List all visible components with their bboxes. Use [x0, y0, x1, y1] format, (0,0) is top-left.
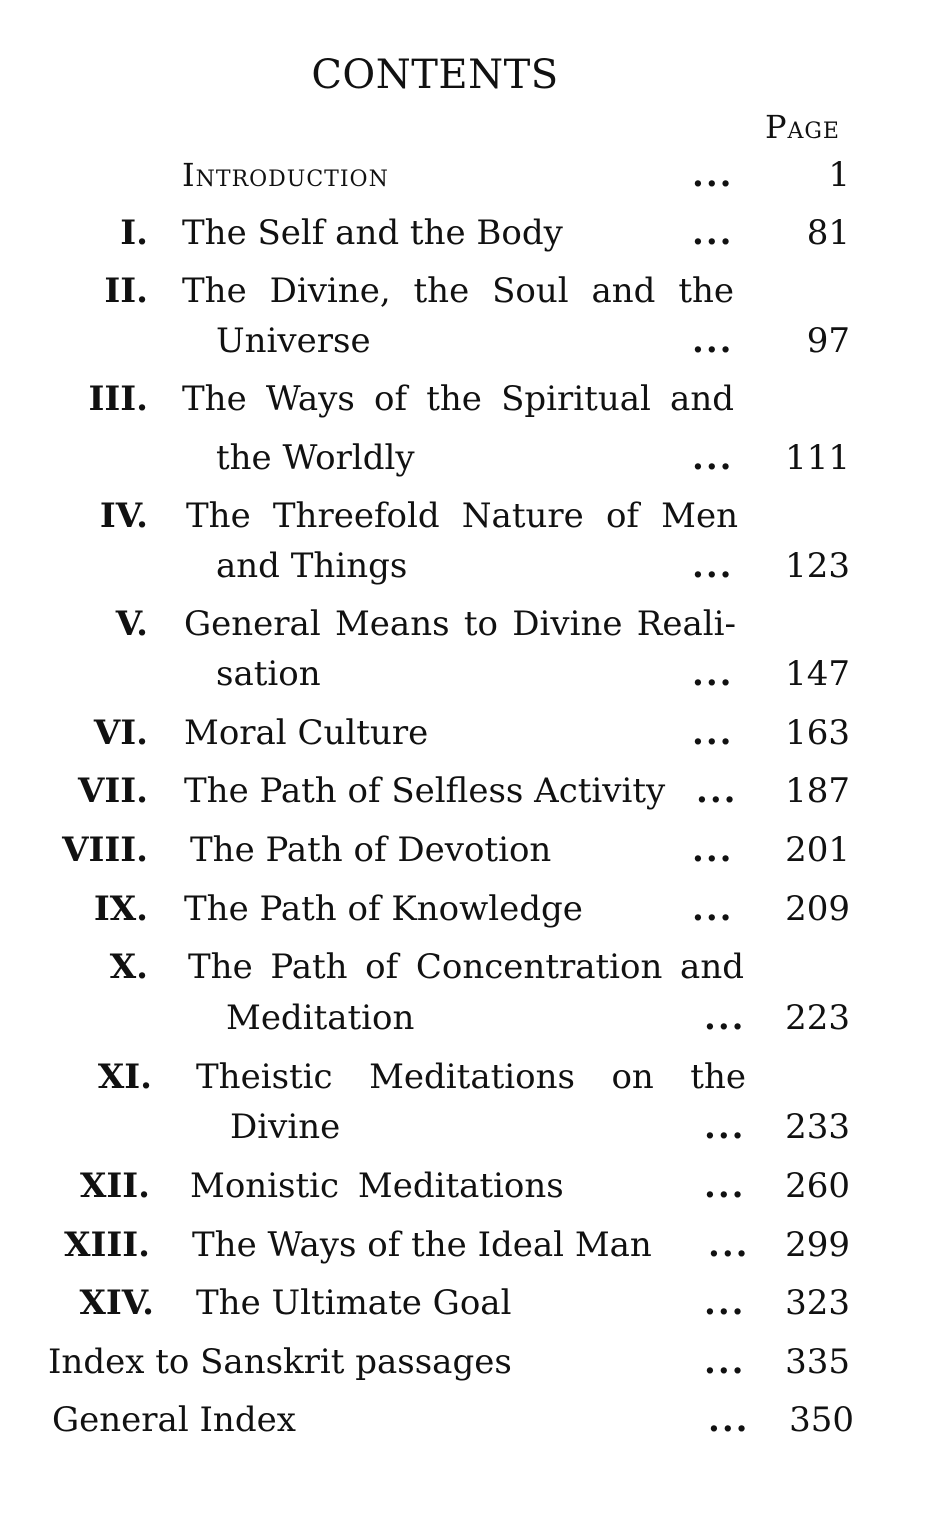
- page-column-heading: Page: [764, 108, 840, 146]
- chapter-number: VII.: [77, 771, 148, 811]
- page-number: 233: [785, 1107, 850, 1147]
- page-number: 260: [785, 1166, 850, 1206]
- chapter-number: IV.: [99, 496, 148, 536]
- chapter-number: VIII.: [62, 830, 148, 870]
- toc-entry-chapter-2-cont[interactable]: [0, 316, 928, 366]
- chapter-number: X.: [109, 947, 148, 987]
- entry-title-line-1: The Ways of the Spiritual and: [182, 379, 734, 419]
- toc-entry-chapter-5[interactable]: [0, 599, 928, 649]
- page-number: 163: [785, 713, 850, 753]
- entry-title-line-2: Meditation: [226, 998, 415, 1038]
- page-number: 299: [785, 1225, 850, 1265]
- page-number: 209: [785, 889, 850, 929]
- toc-entry-chapter-14[interactable]: [0, 1278, 928, 1328]
- entry-title: Introduction: [182, 156, 389, 194]
- toc-entry-chapter-1[interactable]: [0, 208, 928, 258]
- page-number: 323: [785, 1283, 850, 1323]
- dot-leader: ...: [696, 771, 738, 811]
- entry-title-line-2: Divine: [230, 1107, 341, 1147]
- dot-leader: ...: [692, 654, 734, 694]
- entry-title: The Path of Devotion: [190, 830, 552, 870]
- toc-entry-chapter-7[interactable]: [0, 766, 928, 816]
- chapter-number: V.: [115, 604, 148, 644]
- toc-entry-chapter-11[interactable]: [0, 1052, 928, 1102]
- page-number: 123: [785, 546, 850, 586]
- chapter-number: VI.: [93, 713, 148, 753]
- toc-entry-introduction[interactable]: [0, 150, 928, 200]
- entry-title: General Index: [52, 1400, 296, 1440]
- chapter-number: XII.: [79, 1166, 150, 1206]
- dot-leader: ...: [692, 438, 734, 478]
- page-number: 1: [828, 155, 850, 195]
- entry-title: The Ways of the Ideal Man: [192, 1225, 652, 1265]
- entry-title: The Path of Selfless Activity: [184, 771, 666, 811]
- toc-entry-sanskrit-index[interactable]: [0, 1337, 928, 1387]
- dot-leader: ...: [708, 1400, 750, 1440]
- entry-title-line-1: The Path of Concentration and: [188, 947, 744, 987]
- dot-leader: ...: [692, 213, 734, 253]
- page-title: CONTENTS: [311, 52, 559, 98]
- entry-title-line-2: the Worldly: [216, 438, 415, 478]
- entry-title: The Self and the Body: [182, 213, 563, 253]
- toc-entry-chapter-4[interactable]: [0, 491, 928, 541]
- toc-entry-chapter-2[interactable]: [0, 266, 928, 316]
- dot-leader: ...: [692, 889, 734, 929]
- toc-entry-chapter-3-cont[interactable]: [0, 433, 928, 483]
- toc-entry-chapter-8[interactable]: [0, 825, 928, 875]
- dot-leader: ...: [704, 1283, 746, 1323]
- toc-entry-chapter-9[interactable]: [0, 884, 928, 934]
- page-number: 97: [806, 321, 850, 361]
- page-number: 223: [785, 998, 850, 1038]
- page-number: 187: [785, 771, 850, 811]
- entry-title-line-2: and Things: [216, 546, 408, 586]
- page-number: 111: [785, 438, 850, 478]
- toc-entry-chapter-6[interactable]: [0, 708, 928, 758]
- dot-leader: ...: [708, 1225, 750, 1265]
- page-number: 201: [785, 830, 850, 870]
- entry-title-line-1: The Threefold Nature of Men: [186, 496, 738, 536]
- toc-entry-chapter-12[interactable]: [0, 1161, 928, 1211]
- chapter-number: III.: [88, 379, 148, 419]
- dot-leader: ...: [692, 321, 734, 361]
- page-number: 81: [806, 213, 850, 253]
- entry-title: Index to Sanskrit passages: [48, 1342, 512, 1382]
- toc-entry-chapter-11-cont[interactable]: [0, 1102, 928, 1152]
- page-number: 147: [785, 654, 850, 694]
- entry-title: Moral Culture: [184, 713, 429, 753]
- dot-leader: ...: [704, 998, 746, 1038]
- toc-entry-chapter-4-cont[interactable]: [0, 541, 928, 591]
- entry-title-line-1: Theistic Meditations on the: [196, 1057, 746, 1097]
- chapter-number: XIII.: [64, 1225, 150, 1265]
- entry-title-line-2: sation: [216, 654, 321, 694]
- page-number: 335: [785, 1342, 850, 1382]
- entry-title-line-1: The Divine, the Soul and the: [182, 271, 734, 311]
- dot-leader: ...: [692, 713, 734, 753]
- chapter-number: XIV.: [79, 1283, 154, 1323]
- entry-title-line-2: Universe: [216, 321, 371, 361]
- dot-leader: ...: [692, 155, 734, 195]
- entry-title: Monistic Meditations: [190, 1166, 564, 1206]
- toc-entry-chapter-10-cont[interactable]: [0, 993, 928, 1043]
- dot-leader: ...: [704, 1166, 746, 1206]
- chapter-number: II.: [104, 271, 148, 311]
- dot-leader: ...: [704, 1107, 746, 1147]
- page-number: 350: [789, 1400, 854, 1440]
- chapter-number: XI.: [97, 1057, 152, 1097]
- toc-entry-chapter-13[interactable]: [0, 1220, 928, 1270]
- toc-entry-chapter-10[interactable]: [0, 942, 928, 992]
- chapter-number: IX.: [93, 889, 148, 929]
- toc-entry-chapter-3[interactable]: [0, 374, 928, 424]
- dot-leader: ...: [692, 546, 734, 586]
- toc-entry-general-index[interactable]: [0, 1395, 928, 1445]
- entry-title-line-1: General Means to Divine Reali-: [184, 604, 736, 644]
- chapter-number: I.: [120, 213, 148, 253]
- toc-entry-chapter-5-cont[interactable]: [0, 649, 928, 699]
- entry-title: The Ultimate Goal: [196, 1283, 512, 1323]
- entry-title: The Path of Knowledge: [184, 889, 583, 929]
- dot-leader: ...: [704, 1342, 746, 1382]
- dot-leader: ...: [692, 830, 734, 870]
